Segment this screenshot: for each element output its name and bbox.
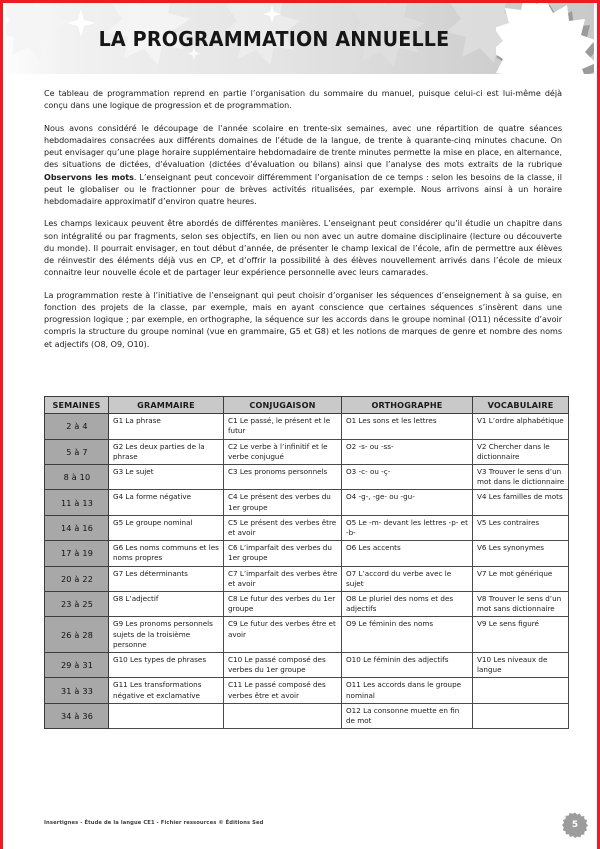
vocabulaire-cell: V9 Le sens figuré (473, 617, 569, 653)
footer-credit: Insertignes - Étude de la langue CE1 - Fichier ressources © Éditions Sed (44, 820, 264, 826)
orthographe-cell: O2 -s- ou -ss- (342, 439, 473, 464)
programmation-table-wrapper (44, 396, 568, 729)
table-row (45, 703, 569, 728)
orthographe-cell: O10 Le féminin des adjectifs (342, 653, 473, 678)
orthographe-cell: O9 Le féminin des noms (342, 617, 473, 653)
table-row (45, 515, 569, 540)
orthographe-cell: O3 -c- ou -ç- (342, 465, 473, 490)
orthographe-cell: O12 La consonne muette en fin de mot (342, 703, 473, 728)
grammaire-cell: G9 Les pronoms personnels sujets de la troisième personne (109, 617, 224, 653)
vocabulaire-cell: V5 Les contraires (473, 515, 569, 540)
week-cell: 5 à 7 (45, 439, 109, 464)
week-cell: 20 à 22 (45, 566, 109, 591)
page-title: LA PROGRAMMATION ANNUELLE (98, 26, 450, 51)
week-cell: 14 à 16 (45, 515, 109, 540)
table-row (45, 490, 569, 515)
vocabulaire-cell: V2 Chercher dans le dictionnaire (473, 439, 569, 464)
orthographe-cell: O1 Les sons et les lettres (342, 414, 473, 439)
column-header-conjugaison: CONJUGAISON (224, 397, 342, 414)
vocabulaire-cell: V8 Trouver le sens d’un mot sans dictionnaire (473, 592, 569, 617)
paragraph-2-lead: Nous avons considéré le découpage de l’année scolaire en trente-six semaines, avec une répartition de quatre séances hebdomadaires consacrées aux différents domaines de l’étude de la langue, de trente à quarante-cinq minutes chacune. On peut envisager qu’une plage horaire supplémentaire hebdomadaire de trente minutes permette la mise en place, en alternance, des situations de dictées, d’évaluation (dictées d’évaluation ou bilans) ainsi que l’analyse des mots extraits de la rubrique (44, 123, 562, 170)
week-cell: 34 à 36 (45, 703, 109, 728)
vocabulaire-cell: V4 Les familles de mots (473, 490, 569, 515)
table-row (45, 617, 569, 653)
week-cell: 17 à 19 (45, 541, 109, 566)
conjugaison-cell: C4 Le présent des verbes du 1er groupe (224, 490, 342, 515)
table-body (45, 414, 569, 729)
page-number: 5 (571, 819, 579, 830)
table-row (45, 678, 569, 703)
week-cell: 11 à 13 (45, 490, 109, 515)
vocabulaire-cell (473, 678, 569, 703)
paragraph-3: Les champs lexicaux peuvent être abordés de différentes manières. L’enseignant peut considérer qu’il étudie un chapitre dans son intégralité ou par fragments, selon ses objectifs, en lien ou non avec un autre domaine disciplinaire (lecture ou découverte du monde). Il pourrait envisager, en tout début d’année, de présenter le champ lexical de l’école, afin de permettre aux élèves de réinvestir des éléments déjà vus en CP, et d’offrir la possibilité à des élèves nouvellement arrivés dans l’école de mieux connaitre leur nouvelle école et de partager leur expérience personnelle avec leurs camarades. (44, 219, 562, 278)
orthographe-cell: O5 Le -m- devant les lettres -p- et -b- (342, 515, 473, 540)
conjugaison-cell: C10 Le passé composé des verbes du 1er groupe (224, 653, 342, 678)
page-number-badge (562, 812, 588, 838)
grammaire-cell: G3 Le sujet (109, 465, 224, 490)
paragraph-1: Ce tableau de programmation reprend en partie l’organisation du sommaire du manuel, puisque celui-ci est lui-même déjà conçu dans une logique de progression et de programmation. (44, 89, 562, 111)
column-header-vocabulaire: VOCABULAIRE (473, 397, 569, 414)
table-header-row (45, 397, 569, 414)
grammaire-cell: G4 La forme négative (109, 490, 224, 515)
column-header-semaines: SEMAINES (45, 397, 109, 414)
week-cell: 2 à 4 (45, 414, 109, 439)
paragraph-2-bold-term: Observons les mots (44, 172, 134, 182)
week-cell: 8 à 10 (45, 465, 109, 490)
vocabulaire-cell (473, 703, 569, 728)
grammaire-cell: G10 Les types de phrases (109, 653, 224, 678)
conjugaison-cell: C8 Le futur des verbes du 1er groupe (224, 592, 342, 617)
grammaire-cell: G11 Les transformations négative et exclamative (109, 678, 224, 703)
intro-text-block (44, 88, 562, 361)
programmation-table (44, 396, 569, 729)
paragraph-2 (44, 123, 562, 209)
grammaire-cell: G1 La phrase (109, 414, 224, 439)
vocabulaire-cell: V3 Trouver le sens d’un mot dans le dictionnaire (473, 465, 569, 490)
grammaire-cell (109, 703, 224, 728)
column-header-orthographe: ORTHOGRAPHE (342, 397, 473, 414)
grammaire-cell: G8 L’adjectif (109, 592, 224, 617)
vocabulaire-cell: V6 Les synonymes (473, 541, 569, 566)
vocabulaire-cell: V1 L’ordre alphabétique (473, 414, 569, 439)
table-row (45, 566, 569, 591)
table-row (45, 414, 569, 439)
week-cell: 29 à 31 (45, 653, 109, 678)
grammaire-cell: G2 Les deux parties de la phrase (109, 439, 224, 464)
conjugaison-cell: C1 Le passé, le présent et le futur (224, 414, 342, 439)
conjugaison-cell: C7 L’imparfait des verbes être et avoir (224, 566, 342, 591)
conjugaison-cell: C3 Les pronoms personnels (224, 465, 342, 490)
conjugaison-cell: C9 Le futur des verbes être et avoir (224, 617, 342, 653)
grammaire-cell: G5 Le groupe nominal (109, 515, 224, 540)
grammaire-cell: G7 Les déterminants (109, 566, 224, 591)
orthographe-cell: O6 Les accents (342, 541, 473, 566)
conjugaison-cell (224, 703, 342, 728)
conjugaison-cell: C6 L’imparfait des verbes du 1er groupe (224, 541, 342, 566)
vocabulaire-cell: V7 Le mot générique (473, 566, 569, 591)
table-row (45, 541, 569, 566)
conjugaison-cell: C5 Le présent des verbes être et avoir (224, 515, 342, 540)
grammaire-cell: G6 Les noms communs et les noms propres (109, 541, 224, 566)
column-header-grammaire: GRAMMAIRE (109, 397, 224, 414)
conjugaison-cell: C2 Le verbe à l’infinitif et le verbe conjugué (224, 439, 342, 464)
week-cell: 23 à 25 (45, 592, 109, 617)
conjugaison-cell: C11 Le passé composé des verbes être et avoir (224, 678, 342, 703)
orthographe-cell: O7 L’accord du verbe avec le sujet (342, 566, 473, 591)
orthographe-cell: O11 Les accords dans le groupe nominal (342, 678, 473, 703)
vocabulaire-cell: V10 Les niveaux de langue (473, 653, 569, 678)
week-cell: 31 à 33 (45, 678, 109, 703)
week-cell: 26 à 28 (45, 617, 109, 653)
paragraph-4: La programmation reste à l’initiative de l’enseignant qui peut choisir d’organiser les séquences d’enseignement à sa guise, en fonction des projets de la classe, par exemple, mais en ayant conscience que certaines séquences s’insèrent dans une progression logique ; par exemple, en orthographe, la séquence sur les accords dans le groupe nominal (O11) nécessite d’avoir compris la structure du groupe nominal (vue en grammaire, G5 et G8) et les notions de marques de genre et nombre des noms et adjectifs (O8, O9, O10). (44, 290, 562, 349)
page-banner (6, 3, 594, 74)
table-row (45, 592, 569, 617)
table-row (45, 439, 569, 464)
orthographe-cell: O4 -g-, -ge- ou -gu- (342, 490, 473, 515)
table-row (45, 653, 569, 678)
paragraph-2-tail: . L’enseignant peut concevoir différemment l’organisation de ce temps : selon les besoins de la classe, il peut le globaliser ou le fractionner pour de brèves activités ritualisées, par exemple. Nous arrivons ainsi à un horaire hebdomadaire approximatif d’environ quatre heures. (44, 172, 562, 206)
table-row (45, 465, 569, 490)
orthographe-cell: O8 Le pluriel des noms et des adjectifs (342, 592, 473, 617)
